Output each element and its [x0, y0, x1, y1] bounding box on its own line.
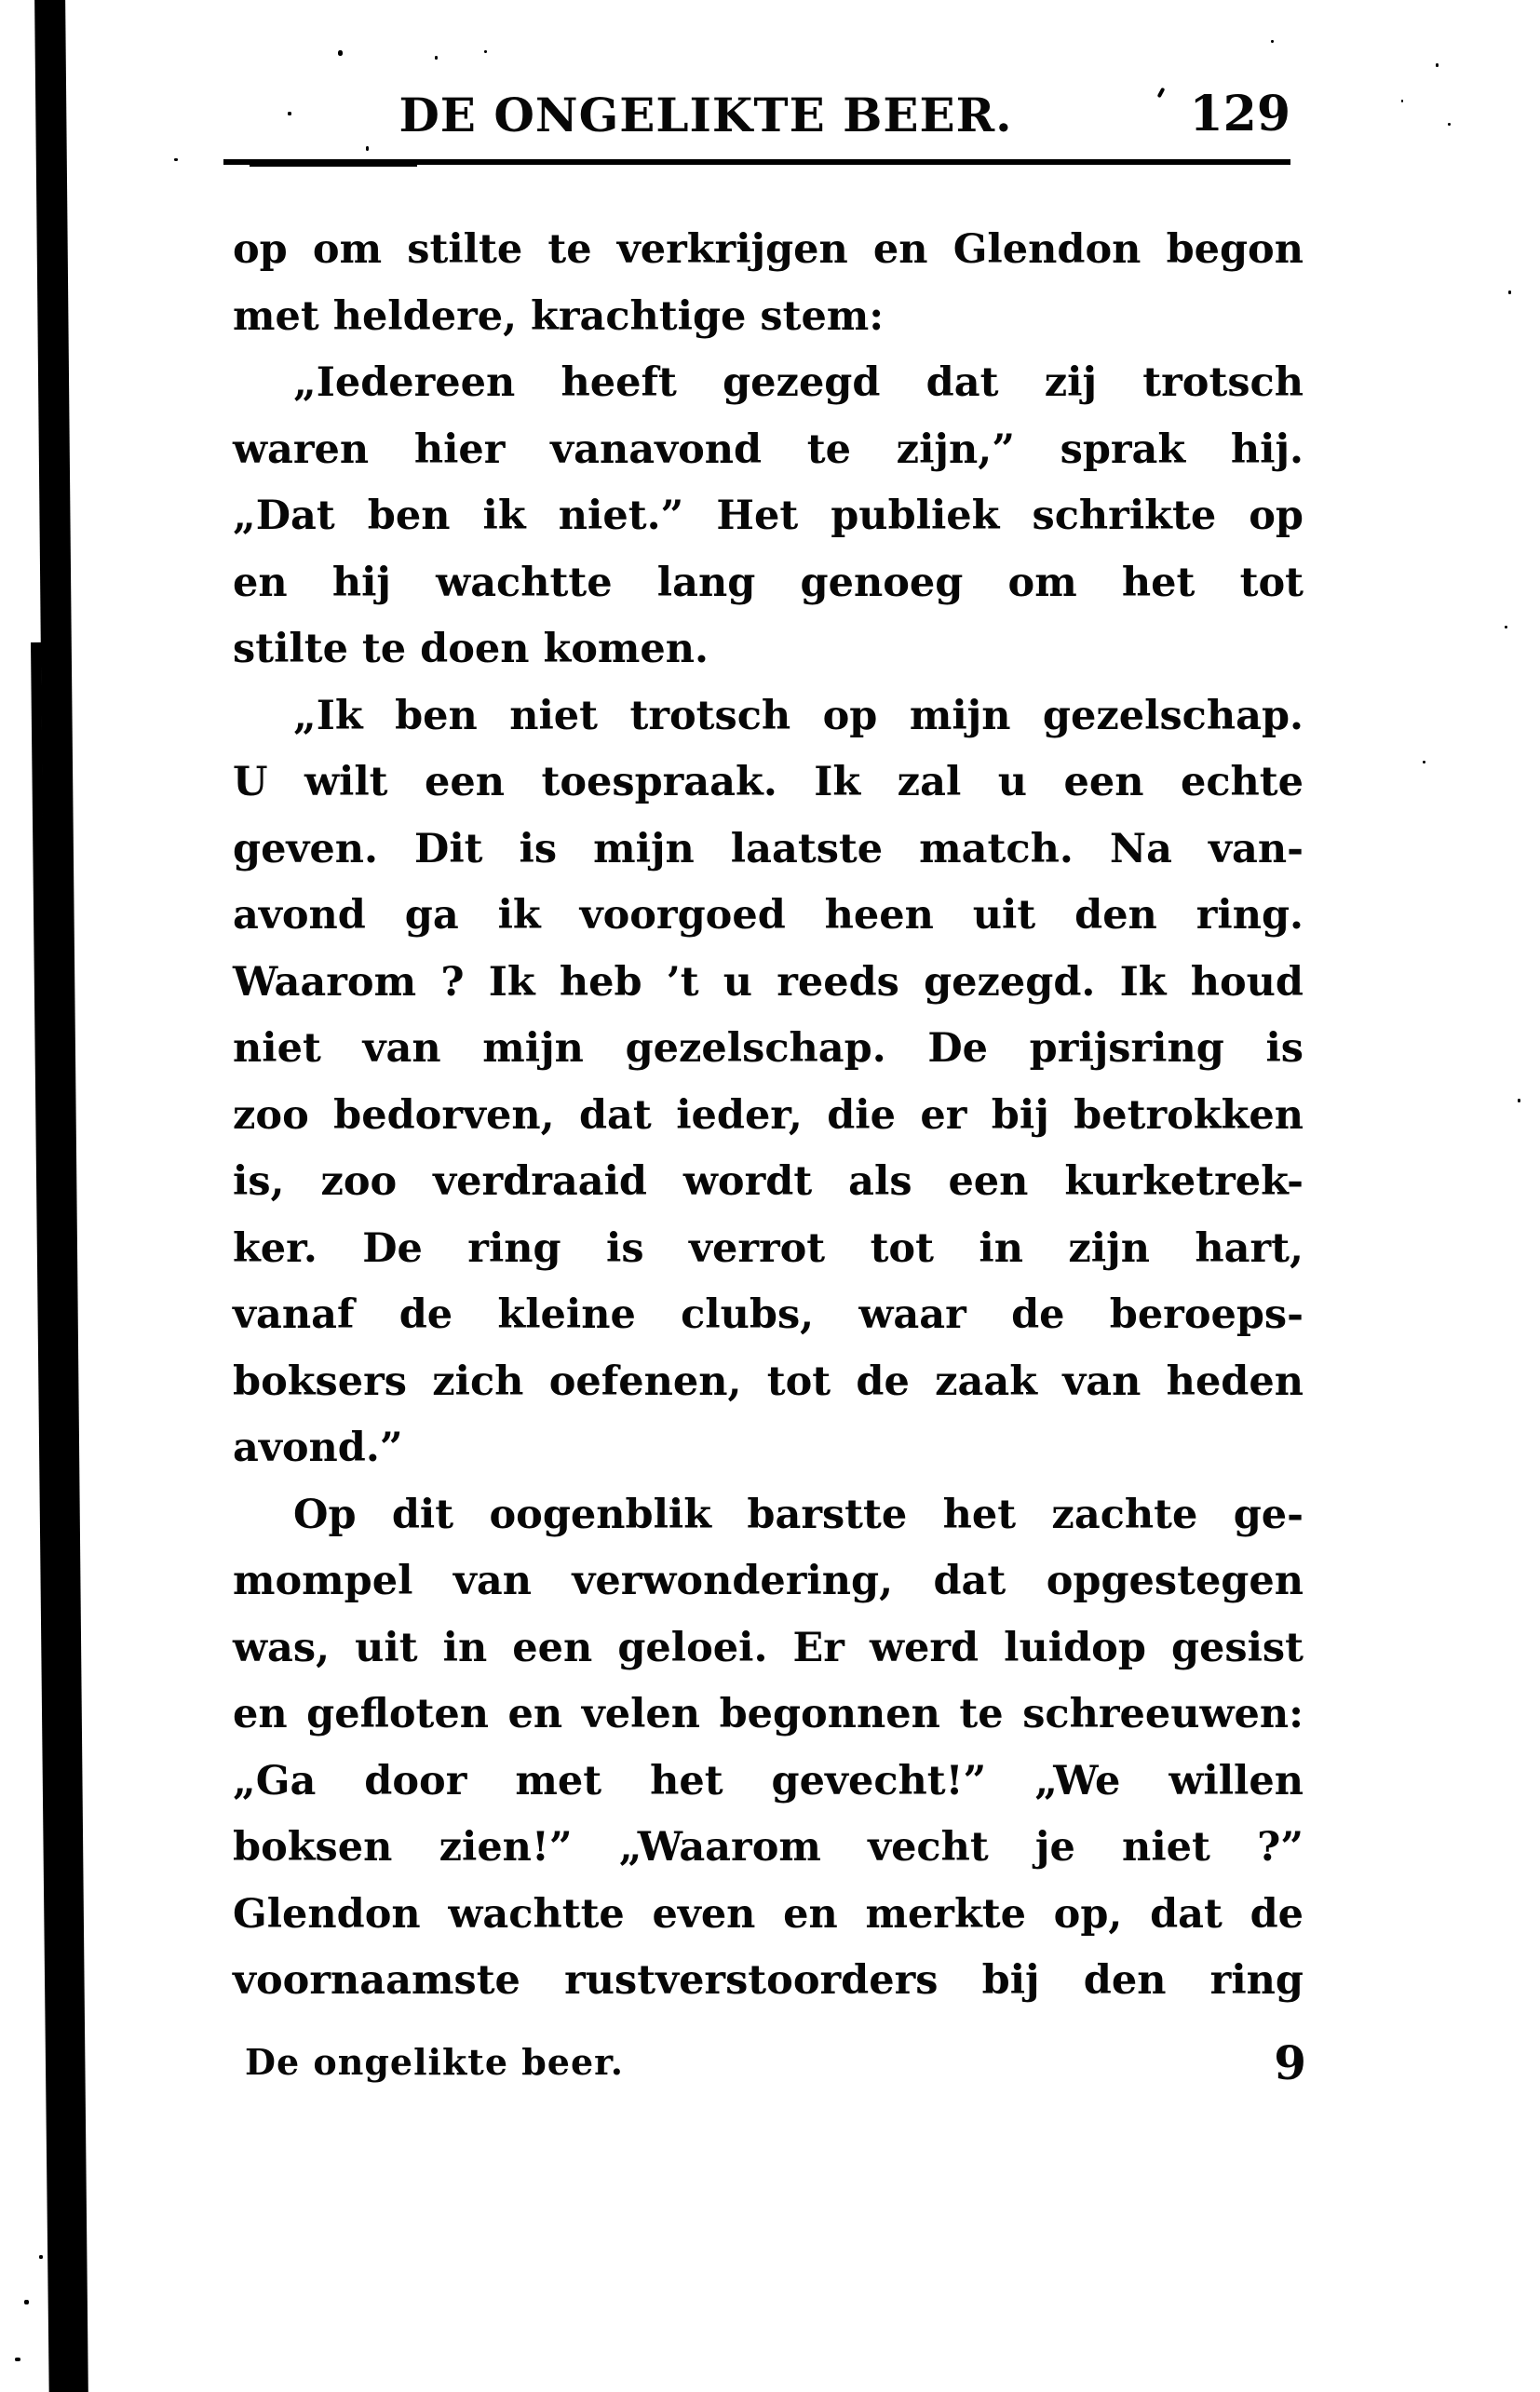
scan-speck: [1518, 1099, 1520, 1102]
text-line: zoo bedorven, dat ieder, die er bij betrokken: [233, 1091, 1304, 1139]
scan-speck: [1271, 40, 1274, 43]
scan-speck: [1436, 63, 1439, 67]
scan-speck: [1448, 123, 1451, 126]
text-line: en gefloten en velen begonnen te schreeuwen:: [233, 1691, 1304, 1737]
text-line: Waarom ? Ik heb ’t u reeds gezegd. Ik houd: [233, 958, 1304, 1006]
header-rule: [223, 159, 1290, 165]
page-header: [223, 88, 1290, 155]
scan-speck: [1508, 291, 1511, 294]
text-line: op om stilte te verkrijgen en Glendon begon: [233, 226, 1304, 273]
text-line: „Iedereen heeft gezegd dat zij trotsch: [293, 359, 1304, 406]
text-line: mompel van verwondering, dat opgestegen: [233, 1558, 1304, 1604]
scan-speck: [15, 2358, 20, 2361]
scan-speck: [24, 2300, 29, 2304]
text-line: „Dat ben ik niet.” Het publiek schrikte op: [233, 493, 1304, 539]
scan-speck: [52, 2330, 56, 2332]
footer-signature-number: 9: [1274, 2035, 1306, 2090]
scan-speck: [1401, 100, 1403, 102]
scan-speck: [39, 2255, 43, 2259]
text-line: met heldere, krachtige stem:: [233, 292, 885, 340]
scan-speck: [174, 158, 178, 161]
text-line: boksen zien!” „Waarom vecht je niet ?”: [233, 1824, 1304, 1871]
text-line: „Ik ben niet trotsch op mijn gezelschap.: [293, 692, 1304, 739]
text-line: ker. De ring is verrot tot in zijn hart,: [233, 1224, 1304, 1272]
text-line: avond.”: [233, 1425, 403, 1471]
text-line: en hij wachtte lang genoeg om het tot: [233, 559, 1304, 606]
text-line: is, zoo verdraaid wordt als een kurketrek-: [233, 1158, 1304, 1205]
text-line: Op dit oogenblik barstte het zachte ge-: [293, 1491, 1304, 1538]
text-line: Glendon wachtte even en merkte op, dat de: [233, 1890, 1304, 1938]
scan-speck: [67, 2368, 70, 2371]
text-line: U wilt een toespraak. Ik zal u een echte: [233, 759, 1304, 805]
scan-speck: [338, 50, 343, 56]
text-line: boksers zich oefenen, tot de zaak van heden: [233, 1358, 1304, 1405]
body-text: [233, 217, 1304, 2015]
text-line: voornaamste rustverstoorders bij den ring: [233, 1957, 1304, 2004]
text-line: stilte te doen komen.: [233, 626, 709, 672]
text-line: niet van mijn gezelschap. De prijsring is: [233, 1025, 1304, 1072]
running-title: DE ONGELIKTE BEER.: [399, 88, 1013, 142]
text-line: waren hier vanavond te zijn,” sprak hij.: [233, 426, 1304, 473]
text-line: geven. Dit is mijn laatste match. Na van-: [233, 825, 1304, 872]
scan-speck: [1423, 761, 1425, 764]
text-line: avond ga ik voorgoed heen uit den ring.: [233, 892, 1304, 939]
scan-speck: [435, 56, 438, 60]
scan-speck: [1505, 626, 1507, 628]
page-number: 129: [1189, 86, 1290, 142]
scan-speck: [484, 50, 487, 53]
text-line: „Ga door met het gevecht!” „We willen: [233, 1757, 1304, 1804]
scan-speck: [56, 2216, 61, 2220]
footer-book-title: De ongelikte beer.: [245, 2041, 624, 2083]
text-line: was, uit in een geloei. Er werd luidop gesist: [233, 1624, 1304, 1671]
text-line: vanaf de kleine clubs, waar de beroeps-: [233, 1291, 1304, 1338]
